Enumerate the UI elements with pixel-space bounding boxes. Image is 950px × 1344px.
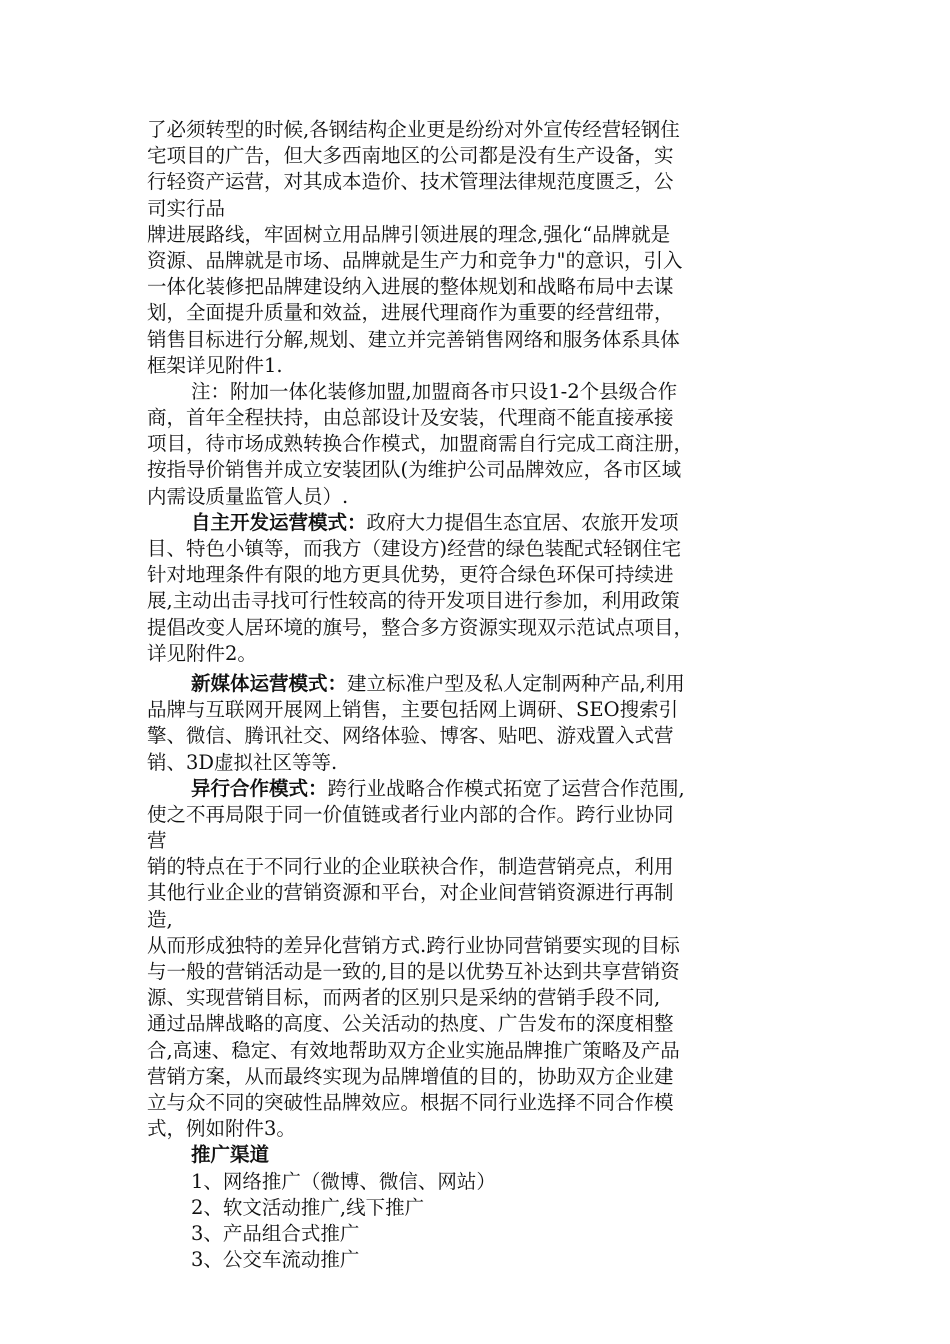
text-line: 资源、品牌就是市场、品牌就是生产力和竞争力"的意识，引入	[147, 248, 683, 272]
text-line: 合,高速、稳定、有效地帮助双方企业实施品牌推广策略及产品	[147, 1038, 680, 1062]
text-line: 内需设质量监管人员）.	[147, 484, 349, 508]
text-line: 销售目标进行分解,规划、建立并完善销售网络和服务体系具体	[147, 327, 680, 351]
text-line	[147, 671, 807, 697]
text-line: 与一般的营销活动是一致的,目的是以优势互补达到共享营销资	[147, 960, 680, 983]
text-line: 立与众不同的突破性品牌效应。根据不同行业选择不同合作模	[147, 1090, 674, 1114]
text-line: 针对地理条件有限的地方更具优势，更符合绿色环保可持续进	[147, 563, 674, 587]
paragraph-cross-industry	[147, 776, 807, 1143]
text-line	[147, 510, 807, 536]
text-run: 跨行业战略合作模式拓宽了运营合作范围,	[327, 776, 685, 800]
text-line: 源、实现营销目标，而两者的区别只是采纳的营销手段不同,	[147, 986, 661, 1010]
list-item: 2、软文活动推广,线下推广	[191, 1195, 425, 1219]
section-heading: 异行合作模式：	[191, 776, 328, 800]
section-heading: 推广渠道	[191, 1143, 270, 1167]
text-line	[147, 776, 807, 802]
text-line: 按指导价销售并成立安装团队(为维护公司品牌效应，各市区域	[147, 458, 682, 482]
text-line: 造,	[147, 907, 173, 931]
text-line: 牌进展路线，牢固树立用品牌引领进展的理念,强化“品牌就是	[147, 222, 671, 246]
text-line: 行轻资产运营，对其成本造价、技术管理法律规范度匮乏，公	[147, 170, 674, 194]
text-line: 注：附加一体化装修加盟,加盟商各市只设1-2个县级合作	[191, 379, 678, 403]
list-item: 1、网络推广（微博、微信、网站）	[191, 1169, 496, 1193]
text-line: 一体化装修把品牌建设纳入进展的整体规划和战略布局中去谋	[147, 275, 674, 299]
paragraph-note	[147, 379, 807, 510]
paragraph-brand-route	[147, 222, 807, 379]
text-line: 划，全面提升质量和效益，进展代理商作为重要的经营纽带，	[147, 301, 674, 325]
text-line: 品牌与互联网开展网上销售，主要包括网上调研、SEO搜索引	[147, 698, 679, 722]
list-item: 3、产品组合式推广	[191, 1221, 360, 1245]
text-line: 销的特点在于不同行业的企业联袂合作，制造营销亮点，利用	[147, 855, 674, 879]
text-line: 营销方案，从而最终实现为品牌增值的目的，协助双方企业建	[147, 1064, 674, 1088]
text-line: 商，首年全程扶持，由总部设计及安装，代理商不能直接承接	[147, 406, 674, 430]
text-line: 项目，待市场成熟转换合作模式，加盟商需自行完成工商注册，	[147, 432, 694, 456]
text-line: 目、特色小镇等，而我方（建设方)经营的绿色装配式轻钢住宅	[147, 537, 682, 560]
list-item: 3、公交车流动推广	[191, 1248, 360, 1272]
text-line: 展,主动出击寻找可行性较高的待开发项目进行参加，利用政策	[147, 589, 680, 613]
text-run: 建立标准户型及私人定制两种产品,利用	[347, 671, 685, 695]
text-line: 使之不再局限于同一价值链或者行业内部的合作。跨行业协同	[147, 802, 674, 826]
text-line: 提倡改变人居环境的旗号，整合多方资源实现双示范试点项目，	[147, 615, 694, 639]
text-run: 政府大力提倡生态宜居、农旅开发项	[366, 510, 679, 534]
text-line: 其他行业企业的营销资源和平台，对企业间营销资源进行再制	[147, 881, 674, 905]
text-line: 式，例如附件3。	[147, 1117, 296, 1141]
text-line: 宅项目的广告，但大多西南地区的公司都是没有生产设备，实	[147, 144, 674, 168]
document-body	[147, 117, 807, 1273]
text-line: 通过品牌战略的高度、公关活动的热度、广告发布的深度相整	[147, 1012, 674, 1036]
paragraph-new-media	[147, 671, 807, 776]
section-promotion-channels	[147, 1142, 807, 1273]
section-heading: 自主开发运营模式：	[191, 510, 367, 534]
text-line: 销、3D虚拟社区等等.	[147, 750, 338, 774]
section-heading: 新媒体运营模式：	[191, 671, 348, 695]
text-line: 从而形成独特的差异化营销方式.跨行业协同营销要实现的目标	[147, 933, 680, 957]
text-line: 详见附件2。	[147, 641, 257, 665]
text-line: 擎、微信、腾讯社交、网络体验、博客、贴吧、游戏置入式营	[147, 724, 674, 748]
paragraph-self-development	[147, 510, 807, 667]
text-line: 司实行品	[147, 196, 226, 220]
text-line: 营	[147, 829, 167, 853]
paragraph-transition	[147, 117, 807, 222]
text-line: 框架详见附件1.	[147, 353, 283, 377]
text-line: 了必须转型的时候,各钢结构企业更是纷纷对外宣传经营轻钢住	[147, 118, 680, 141]
